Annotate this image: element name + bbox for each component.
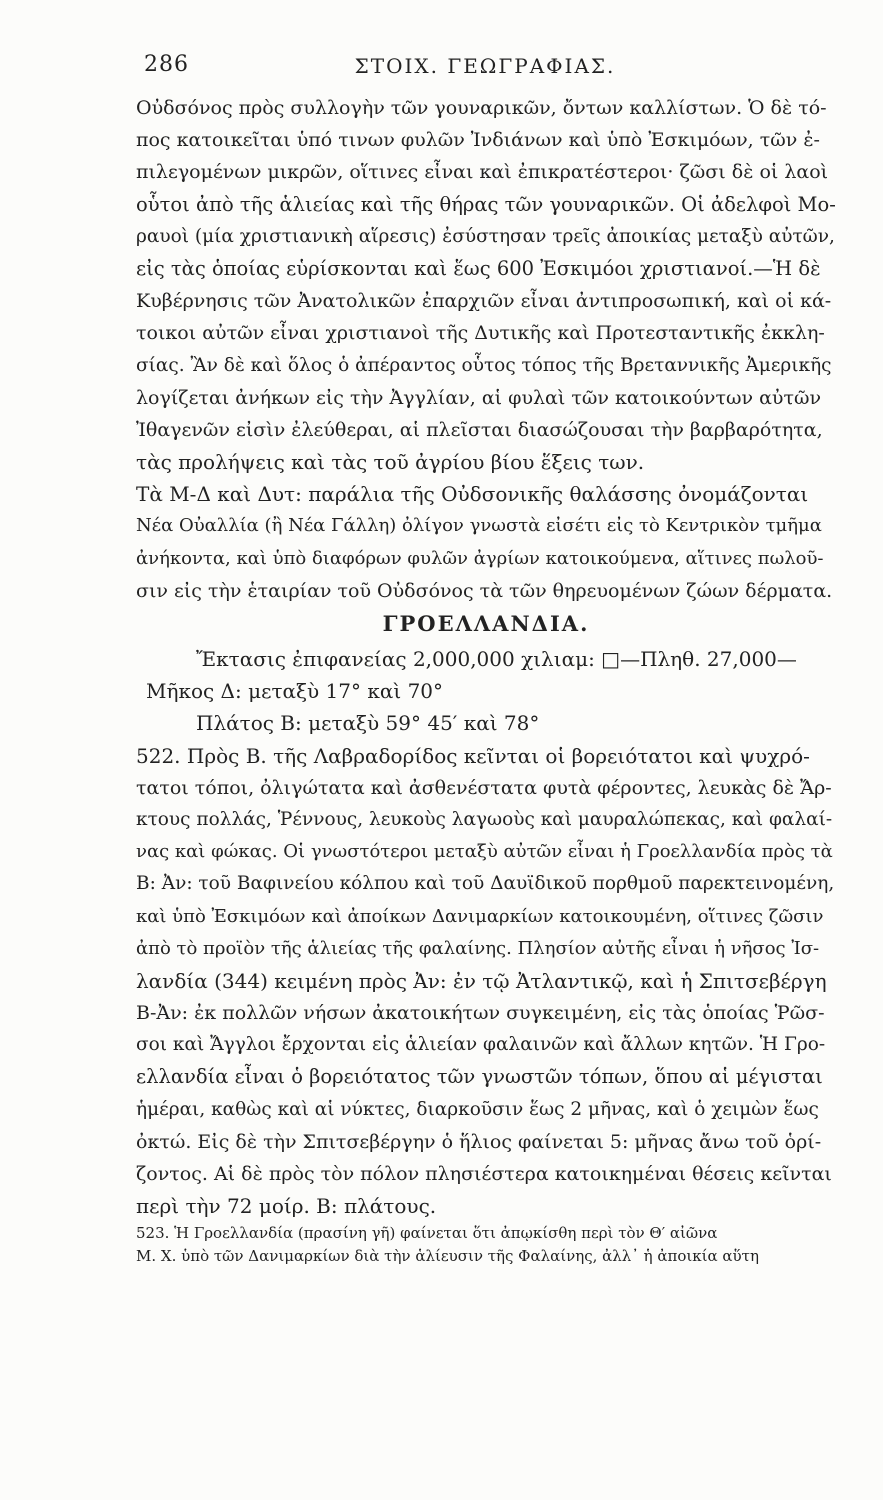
text-line: 522. Πρὸς Β. τῆς Λαβραδορίδος κεῖνται οἱ βορειότατοι καὶ ψυχρό- [136,743,810,768]
area-population-line: Ἔκτασις ἐπιφανείας 2,000,000 χιλιαμ: □—Πληθ. 27,000— [196,647,797,671]
text-line: Β: Ἀν: τοῦ Βαφινείου κόλπου καὶ τοῦ Δαυϊδικοῦ πορθμοῦ παρεκτεινομένη, [136,873,835,895]
paragraph-1 [136,92,836,478]
text-line: τατοι τόποι, ὀλιγώτατα καὶ ἀσθενέστατα φυτὰ φέροντες, λευκὰς δὲ Ἄρ- [136,776,832,799]
text-line: νας καὶ φώκας. Οἱ γνωστότεροι μεταξὺ αὐτῶν εἶναι ἡ Γροελλανδία πρὸς τὰ [136,841,833,863]
text-line: κτους πολλάς, Ῥέννους, λευκοὺς λαγωοὺς καὶ μαυραλώπεκας, καὶ φαλαί- [136,808,833,830]
text-line: Β-Ἀν: ἐκ πολλῶν νήσων ἀκατοικήτων συγκειμένη, εἰς τὰς ὁποίας Ῥῶσ- [136,1002,825,1025]
longitude-line: Μῆκος Δ: μεταξὺ 17° καὶ 70° [146,679,444,704]
text-line: πιλεγομένων μικρῶν, οἵτινες εἶναι καὶ ἐπικρατέστεροι· ζῶσι δὲ οἱ λαοὶ [136,161,829,184]
text-line: καὶ ὑπὸ Ἐσκιμόων καὶ ἀποίκων Δανιμαρκίων κατοικουμένη, οἵτινες ζῶσιν [136,905,824,927]
text-line: περὶ τὴν 72 μοίρ. Β: πλάτους. [136,1194,437,1219]
paragraph-2 [136,478,836,607]
text-line: ὀκτώ. Εἰς δὲ τὴν Σπιτσεβέργην ὁ ἥλιος φαίνεται 5: μῆνας ἄνω τοῦ ὁρί- [136,1130,822,1153]
footnote-line: Μ. Χ. ὑπὸ τῶν Δανιμαρκίων διὰ τὴν ἁλίευσιν τῆς Φαλαίνης, ἀλλ᾽ ἡ ἀποικία αὕτη [136,1247,759,1266]
page-number: 286 [144,52,189,77]
text-line: Οὐδσόνος πρὸς συλλογὴν τῶν γουναρικῶν, ὄντων καλλίστων. Ὁ δὲ τό- [136,97,827,119]
text-line: πος κατοικεῖται ὑπό τινων φυλῶν Ἰνδιάνων καὶ ὑπὸ Ἐσκιμόων, τῶν ἐ- [136,129,820,152]
text-line: ἀπὸ τὸ προϊὸν τῆς ἁλιείας τῆς φαλαίνης. Πλησίον αὐτῆς εἶναι ἡ νῆσος Ἰσ- [136,937,820,959]
text-line: τὰς προλήψεις καὶ τὰς τοῦ ἀγρίου βίου ἕξεις των. [136,450,645,475]
footnote [136,1222,836,1268]
text-line: οὗτοι ἀπὸ τῆς ἁλιείας καὶ τῆς θήρας τῶν γουναρικῶν. Οἱ ἀδελφοὶ Μο- [136,192,836,216]
text-line: ραυοὶ (μία χριστιανικὴ αἵρεσις) ἐσύστησαν τρεῖς ἀποικίας μεταξὺ αὐτῶν, [136,225,835,247]
latitude-line: Πλάτος Β: μεταξὺ 59° 45′ καὶ 78° [196,711,540,736]
text-line: Κυβέρνησις τῶν Ἀνατολικῶν ἐπαρχιῶν εἶναι ἀντιπροσωπική, καὶ οἱ κά- [136,290,832,313]
text-line: Ἰθαγενῶν εἰσὶν ἐλεύθεραι, αἱ πλεῖσται διασώζουσαι τὴν βαρβαρότητα, [136,418,823,441]
text-line: Τὰ Μ-Δ καὶ Δυτ: παράλια τῆς Οὐδσονικῆς θαλάσσης ὀνομάζονται [136,482,809,507]
text-line: ἀνήκοντα, καὶ ὑπὸ διαφόρων φυλῶν ἀγρίων κατοικούμενα, αἵτινες πωλοῦ- [136,547,824,569]
section-title: ΓΡΟΕΛΛΑΝΔΙΑ. [382,611,590,636]
text-line: σίας. Ἂν δὲ καὶ ὅλος ὁ ἀπέραντος οὗτος τόπος τῆς Βρεταννικῆς Ἀμερικῆς [136,354,832,376]
text-line: λανδία (344) κειμένη πρὸς Ἀν: ἐν τῷ Ἀτλαντικῷ, καὶ ἡ Σπιτσεβέργη [136,968,827,993]
running-title: ΣΤΟΙΧ. ΓΕΩΓΡΑΦΙΑΣ. [354,54,616,78]
paragraph-3 [136,740,836,1223]
text-line: σιν εἰς τὴν ἑταιρίαν τοῦ Οὐδσόνος τὰ τῶν θηρευομένων ζώων δέρματα. [136,579,833,602]
page-header [140,52,830,82]
text-line: ελλανδία εἶναι ὁ βορειότατος τῶν γνωστῶν τόπων, ὅπου αἱ μέγισται [136,1065,823,1089]
text-line: σοι καὶ Ἄγγλοι ἔρχονται εἰς ἁλιείαν φαλαινῶν καὶ ἄλλων κητῶν. Ἡ Γρο- [136,1034,826,1056]
text-line: Νέα Οὐαλλία (ἢ Νέα Γάλλη) ὀλίγον γνωστὰ εἰσέτι εἰς τὸ Κεντρικὸν τμῆμα [136,515,822,537]
text-line: λογίζεται ἀνήκων εἰς τὴν Ἀγγλίαν, αἱ φυλαὶ τῶν κατοικούντων αὐτῶν [136,386,822,409]
text-line: τοικοι αὐτῶν εἶναι χριστιανοὶ τῆς Δυτικῆς καὶ Προτεσταντικῆς ἐκκλη- [136,322,825,345]
text-line: εἰς τὰς ὁποίας εὑρίσκονται καὶ ἕως 600 Ἐσκιμόοι χριστιανοί.—Ἡ δὲ [136,256,821,280]
statistics-block [136,643,836,740]
page-body [136,92,836,1268]
text-line: ζοντος. Αἱ δὲ πρὸς τὸν πόλον πλησιέστερα κατοικημέναι θέσεις κεῖνται [136,1163,832,1185]
footnote-line: 523. Ἡ Γροελλανδία (πρασίνη γῆ) φαίνεται ὅτι ἀπῳκίσθη περὶ τὸν Θ′ αἰῶνα [136,1224,718,1243]
text-line: ἡμέραι, καθὼς καὶ αἱ νύκτες, διαρκοῦσιν ἕως 2 μῆνας, καὶ ὁ χειμὼν ἕως [136,1098,819,1120]
